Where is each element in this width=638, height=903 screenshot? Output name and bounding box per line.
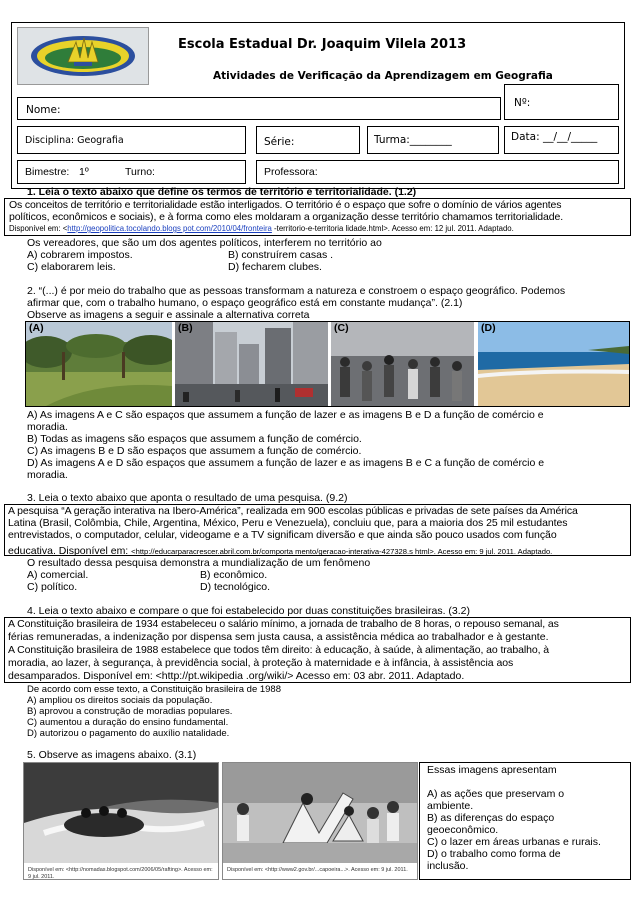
q1-title: 1. Leia o texto abaixo que define os termos de território e territorialidade. (1.2): [27, 186, 417, 198]
q1-source-prefix: Disponível em: <: [9, 224, 68, 233]
q4-option-a[interactable]: A) ampliou os direitos sociais da população.: [27, 695, 213, 706]
q1-option-b[interactable]: B) construírem casas .: [228, 249, 334, 261]
q1-source-suffix: -territorio-e-territoria lidade.html>. Acesso em: 12 jul. 2011. Adaptado.: [271, 224, 514, 233]
q4-text-line-5: desamparados. Disponível em: <http://pt.wikipedia .org/wiki/> Acesso em: 03 abr. 2011. Adaptado.: [8, 670, 465, 682]
q4-text-line-3: A Constituição brasileira de 1988 estabelece que todos têm direito: à educação, à saúde, à alimentação, ao trabalho, à: [8, 644, 549, 656]
q2-line-2: afirmar que, com o trabalho humano, o espaço geográfico está em constante mudança”. (2.1): [27, 297, 463, 309]
q5-question: Essas imagens apresentam: [427, 764, 557, 776]
turno-label: Turno:: [125, 166, 155, 178]
q2-option-a-cont: moradia.: [27, 421, 68, 433]
serie-label: Série:: [264, 136, 295, 148]
q4-option-b[interactable]: B) aprovou a construção de moradias populares.: [27, 706, 233, 717]
q2-label-d: (D): [481, 322, 496, 334]
q3-option-d[interactable]: D) tecnológico.: [200, 581, 271, 593]
q2-label-b: (B): [178, 322, 193, 334]
q3-question: O resultado dessa pesquisa demonstra a mundialização de um fenômeno: [27, 557, 371, 569]
q5-option-a-cont: ambiente.: [427, 800, 474, 812]
q5-option-d[interactable]: D) o trabalho como forma de: [427, 848, 561, 860]
q2-image-c: [331, 322, 474, 406]
q3-option-b[interactable]: B) econômico.: [200, 569, 268, 581]
nome-label: Nome:: [26, 104, 61, 116]
q2-label-a: (A): [29, 322, 44, 334]
bimestre-label: Bimestre:: [25, 166, 70, 178]
q1-question: Os vereadores, que são um dos agentes políticos, interferem no território ao: [27, 237, 382, 249]
q1-text-line-1: Os conceitos de território e territorialidade estão interligados. O território é o espaço que sofre o domínio de vários agentes: [9, 199, 562, 211]
q5-option-a[interactable]: A) as ações que preservam o: [427, 788, 565, 800]
turma-label: Turma:________: [374, 134, 452, 146]
q4-question: De acordo com esse texto, a Constituição brasileira de 1988: [27, 684, 281, 695]
data-label: Data: __/__/_____: [511, 131, 598, 143]
q4-option-c[interactable]: C) aumentou a duração do ensino fundamental.: [27, 717, 229, 728]
nome-field[interactable]: [17, 97, 501, 120]
q1-source: [9, 224, 514, 233]
q5-image-capoeira: [222, 762, 418, 880]
q2-option-d-cont: moradia.: [27, 469, 68, 481]
q5-option-b[interactable]: B) as diferenças do espaço: [427, 812, 555, 824]
q3-option-a[interactable]: A) comercial.: [27, 569, 89, 581]
q5-title: 5. Observe as imagens abaixo. (3.1): [27, 749, 197, 761]
q3-text-line-3: entrevistados, o computador, celular, videogame e a TV significam diversão e que ainda são pouco usados com função: [8, 529, 557, 541]
q3-option-c[interactable]: C) político.: [27, 581, 78, 593]
q1-option-c[interactable]: C) elaborarem leis.: [27, 261, 116, 273]
q1-option-d[interactable]: D) fecharem clubes.: [228, 261, 322, 273]
q2-label-c: (C): [334, 322, 349, 334]
q2-option-d[interactable]: D) As imagens A e D são espaços que assumem a função de lazer e as imagens B e C a função de comércio e: [27, 457, 545, 469]
q1-option-a[interactable]: A) cobrarem impostos.: [27, 249, 133, 261]
q3-last-line-prefix: educativa. Disponível em:: [8, 545, 132, 557]
q2-image-b: [175, 322, 328, 406]
q3-title: 3. Leia o texto abaixo que aponta o resultado de uma pesquisa. (9.2): [27, 492, 348, 504]
q4-text-line-1: A Constituição brasileira de 1934 estabeleceu o salário mínimo, a jornada de trabalho de 8 horas, o repouso semanal, as: [8, 618, 559, 630]
q4-option-d[interactable]: D) autorizou o pagamento do auxílio natalidade.: [27, 728, 230, 739]
q2-option-c[interactable]: C) As imagens B e D são espaços que assumem a função de comércio.: [27, 445, 362, 457]
school-name: Escola Estadual Dr. Joaquim Vilela: [178, 37, 427, 52]
disciplina-label: Disciplina: Geografia: [25, 135, 124, 146]
school-logo: [17, 27, 149, 85]
q1-text-line-2: políticos, econômicos e sociais), e à forma como eles moldaram a organização desse território chamamos territorialidade.: [9, 211, 564, 223]
q2-line-1: 2. “(...) é por meio do trabalho que as pessoas transformam a natureza e constroem o espaço geográfico. Podemos: [27, 285, 566, 297]
professora-label: Professora:: [264, 166, 318, 178]
q5-caption-right: Disponível em: <http://www2.gov.br/...capoeira...>. Acesso em: 9 jul. 2011.: [227, 867, 408, 873]
q1-source-link[interactable]: http://geopolitica.tocolando.blogs pot.com/2010/04/fronteira: [67, 224, 272, 233]
q2-image-d: [478, 322, 629, 406]
q4-text-line-2: férias remuneradas, a indenização por dispensa sem justa causa, a assistência médica ao trabalhador e à gestante.: [8, 631, 549, 643]
q5-option-c[interactable]: C) o lazer em áreas urbanas e rurais.: [427, 836, 601, 848]
q5-image-rafting: [23, 762, 219, 880]
q2-option-b[interactable]: B) Todas as imagens são espaços que assumem a função de comércio.: [27, 433, 362, 445]
q3-text-line-2: Latina (Brasil, Colômbia, Chile, Argentina, México, Peru e Venezuela), concluiu que, para a maioria dos 25 mil estudantes: [8, 517, 568, 529]
q4-text-line-4: moradia, ao lazer, à segurança, à previdência social, à proteção à maternidade e à infância, à assistência aos: [8, 657, 514, 669]
numero-label: Nº:: [514, 97, 531, 109]
q3-source: <http://educarparacrescer.abril.com.br/comporta mento/geracao-interativa-427328.s html>. Acesso em: 9 jul. 2011. Adaptado.: [131, 547, 553, 556]
q4-title: 4. Leia o texto abaixo e compare o que foi estabelecido por duas constituições brasileiras. (3.2): [27, 605, 471, 617]
q5-option-b-cont: geoeconômico.: [427, 824, 499, 836]
bimestre-value: 1º: [79, 166, 89, 178]
q3-text-line-1: A pesquisa “A geração interativa na Ibero-América”, realizada em 900 escolas públicas e privadas de sete países da América: [8, 505, 578, 517]
q2-option-a[interactable]: A) As imagens A e C são espaços que assumem a função de lazer e as imagens B e D a função de comércio e: [27, 409, 544, 421]
q2-line-3: Observe as imagens a seguir e assinale a alternativa correta: [27, 309, 310, 321]
q5-caption-left: Disponível em: <http://nomadas.blogspot.com/2006/05/rafting>. Acesso em: 9 jul. 2011.: [28, 867, 213, 880]
q5-option-d-cont: inclusão.: [427, 860, 469, 872]
q2-image-a: [26, 322, 172, 406]
school-year: 2013: [430, 37, 467, 52]
page-subtitle: Atividades de Verificação da Aprendizagem em Geografia: [213, 70, 553, 82]
